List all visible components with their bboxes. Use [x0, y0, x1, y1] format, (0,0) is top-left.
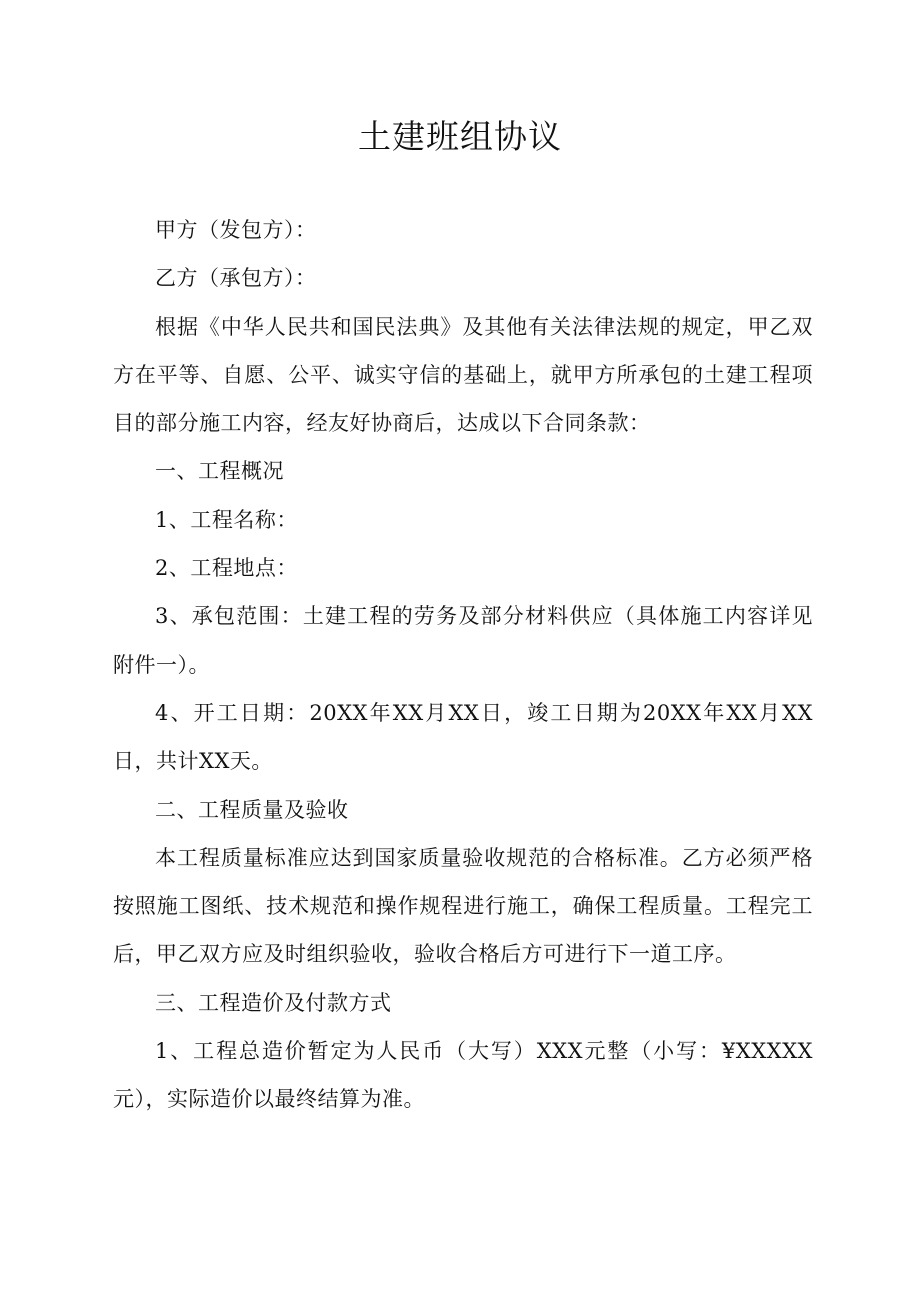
section-heading-quality: 二、工程质量及验收: [155, 797, 349, 822]
clause-total-price: 1、工程总造价暂定为人民币（大写）XXX元整（小写：¥XXXXX元），实际造价以最终结算为准。: [113, 1039, 813, 1112]
clause-schedule: 4、开工日期：20XX年XX月XX日，竣工日期为20XX年XX月XX日，共计XX天。: [113, 700, 813, 774]
party-b-line: 乙方（承包方）：: [155, 266, 317, 291]
document-body: [113, 206, 813, 1124]
section-heading-overview: 一、工程概况: [155, 459, 284, 484]
clause-contract-scope: 3、承包范围：土建工程的劳务及部分材料供应（具体施工内容详见附件一）。: [113, 604, 813, 677]
clause-project-name: 1、工程名称：: [155, 507, 298, 532]
clause-project-location: 2、工程地点：: [155, 556, 298, 581]
section-heading-price: 三、工程造价及付款方式: [155, 990, 392, 1015]
document-title: 土建班组协议: [358, 117, 562, 156]
party-a-line: 甲方（发包方）：: [155, 218, 317, 242]
preamble-paragraph: 根据《中华人民共和国民法典》及其他有关法律法规的规定，甲乙双方在平等、自愿、公平、诚实守信的基础上，就甲方所承包的土建工程项目的部分施工内容，经友好协商后，达成以下合同条款：: [113, 314, 813, 436]
quality-paragraph: 本工程质量标准应达到国家质量验收规范的合格标准。乙方必须严格按照施工图纸、技术规范和操作规程进行施工，确保工程质量。工程完工后，甲乙双方应及时组织验收，验收合格后方可进行下一道工序。: [113, 845, 813, 967]
